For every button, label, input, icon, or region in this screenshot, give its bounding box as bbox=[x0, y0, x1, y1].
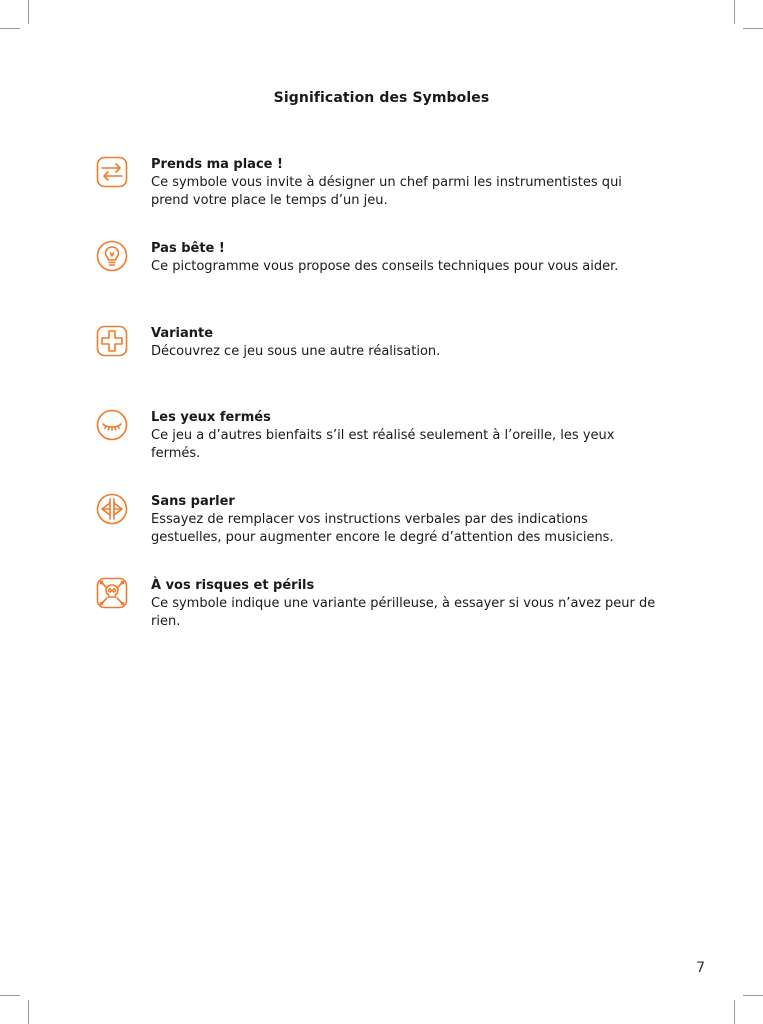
symbol-description: Ce jeu a d’autres bienfaits s’il est réalisé seulement à l’oreille, les yeux fermés. bbox=[151, 428, 615, 461]
closed-eye-icon bbox=[96, 409, 128, 441]
crop-mark-top-left-horizontal bbox=[0, 28, 20, 29]
page-title: Signification des Symboles bbox=[273, 90, 490, 106]
lightbulb-icon bbox=[96, 240, 128, 272]
symbol-entry-a-vos-risques bbox=[96, 577, 656, 631]
crop-mark-bottom-right-vertical bbox=[734, 1000, 735, 1024]
symbol-heading: Pas bête ! bbox=[151, 241, 225, 256]
hand-gesture-icon bbox=[96, 493, 128, 525]
symbol-description: Ce symbole vous invite à désigner un chef parmi les instrumentistes qui prend votre place le temps d’un jeu. bbox=[151, 175, 622, 208]
crop-mark-bottom-right-horizontal bbox=[743, 995, 763, 996]
symbol-heading: Variante bbox=[151, 326, 214, 341]
crop-mark-top-right-vertical bbox=[734, 0, 735, 24]
symbol-heading: À vos risques et périls bbox=[151, 578, 315, 593]
symbol-description: Essayez de remplacer vos instructions verbales par des indications gestuelles, pour augmenter encore le degré d’attention des musiciens. bbox=[151, 512, 614, 545]
crop-mark-top-right-horizontal bbox=[743, 28, 763, 29]
symbol-entry-pas-bete bbox=[96, 240, 656, 276]
page-number: 7 bbox=[696, 960, 705, 976]
crop-mark-bottom-left-vertical bbox=[28, 1000, 29, 1024]
symbol-entry-sans-parler bbox=[96, 493, 656, 547]
swap-arrows-icon bbox=[96, 156, 128, 188]
symbol-description: Découvrez ce jeu sous une autre réalisation. bbox=[151, 344, 441, 359]
symbol-entry-prends-ma-place bbox=[96, 156, 656, 210]
crop-mark-bottom-left-horizontal bbox=[0, 995, 20, 996]
symbol-description: Ce symbole indique une variante périlleuse, à essayer si vous n’avez peur de rien. bbox=[151, 596, 656, 629]
symbol-description: Ce pictogramme vous propose des conseils techniques pour vous aider. bbox=[151, 259, 619, 274]
skull-crossbones-icon bbox=[96, 577, 128, 609]
crop-mark-top-left-vertical bbox=[28, 0, 29, 24]
symbol-heading: Les yeux fermés bbox=[151, 410, 271, 425]
symbol-heading: Sans parler bbox=[151, 494, 235, 509]
plus-icon bbox=[96, 325, 128, 357]
symbol-heading: Prends ma place ! bbox=[151, 157, 283, 172]
symbol-entry-les-yeux-fermes bbox=[96, 409, 656, 463]
symbol-entry-variante bbox=[96, 325, 656, 361]
